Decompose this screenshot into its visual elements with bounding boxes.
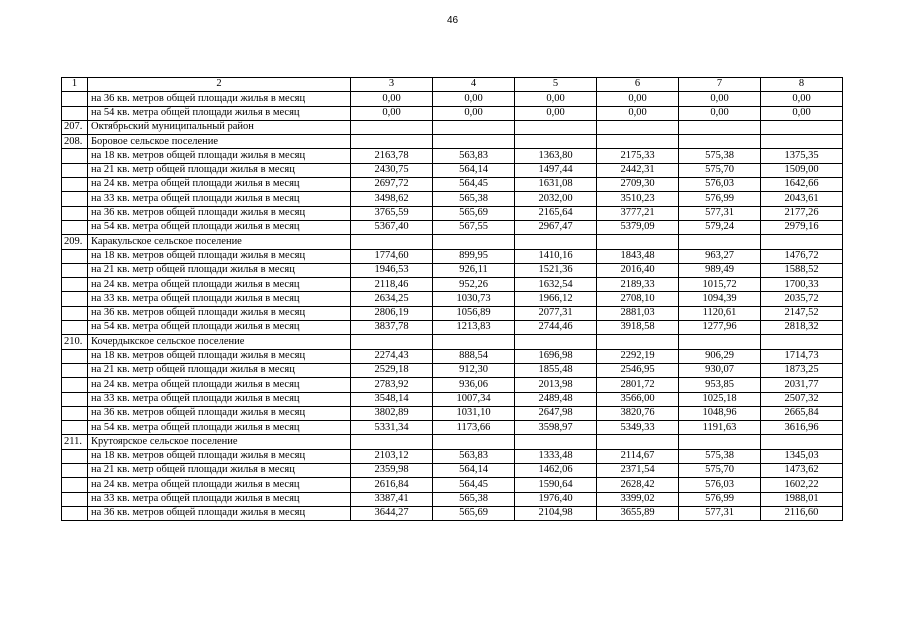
value-cell: 1632,54 [515, 278, 597, 292]
value-cell: 2292,19 [597, 349, 679, 363]
table-row [62, 392, 843, 406]
value-cell: 912,30 [433, 363, 515, 377]
row-number [62, 392, 88, 406]
value-cell: 5379,09 [597, 220, 679, 234]
value-cell: 1333,48 [515, 449, 597, 463]
value-cell: 0,00 [597, 92, 679, 106]
value-cell: 575,38 [679, 149, 761, 163]
value-cell [515, 435, 597, 449]
row-number: 211. [62, 435, 88, 449]
value-cell: 5331,34 [351, 421, 433, 435]
value-cell: 3616,96 [761, 421, 843, 435]
value-cell: 1410,16 [515, 249, 597, 263]
value-cell [433, 135, 515, 149]
row-label: на 21 кв. метр общей площади жилья в месяц [88, 263, 351, 277]
value-cell: 2104,98 [515, 506, 597, 520]
column-header: 6 [597, 78, 679, 92]
row-number: 208. [62, 135, 88, 149]
value-cell: 0,00 [515, 92, 597, 106]
value-cell: 2744,46 [515, 321, 597, 335]
row-number [62, 206, 88, 220]
row-number [62, 492, 88, 506]
value-cell: 2371,54 [597, 464, 679, 478]
row-label: на 18 кв. метров общей площади жилья в месяц [88, 449, 351, 463]
value-cell: 1363,80 [515, 149, 597, 163]
value-cell: 3777,21 [597, 206, 679, 220]
row-label: на 36 кв. метров общей площади жилья в месяц [88, 406, 351, 420]
table-row [62, 263, 843, 277]
value-cell: 2032,00 [515, 192, 597, 206]
column-header: 2 [88, 78, 351, 92]
row-label: на 24 кв. метра общей площади жилья в месяц [88, 278, 351, 292]
value-cell: 576,99 [679, 492, 761, 506]
value-cell [351, 235, 433, 249]
row-label: на 33 кв. метра общей площади жилья в месяц [88, 192, 351, 206]
value-cell: 2708,10 [597, 292, 679, 306]
value-cell: 564,45 [433, 178, 515, 192]
row-label: Каракульское сельское поселение [88, 235, 351, 249]
table-row [62, 492, 843, 506]
table-row [62, 163, 843, 177]
value-cell: 1700,33 [761, 278, 843, 292]
value-cell: 576,99 [679, 192, 761, 206]
row-number [62, 292, 88, 306]
row-number [62, 321, 88, 335]
row-label: на 24 кв. метра общей площади жилья в месяц [88, 178, 351, 192]
table-row [62, 178, 843, 192]
value-cell [351, 135, 433, 149]
value-cell: 1946,53 [351, 263, 433, 277]
row-label: на 18 кв. метров общей площади жилья в месяц [88, 149, 351, 163]
table-row [62, 478, 843, 492]
value-cell [597, 120, 679, 134]
value-cell: 1774,60 [351, 249, 433, 263]
row-number [62, 478, 88, 492]
value-cell: 1007,34 [433, 392, 515, 406]
value-cell: 2647,98 [515, 406, 597, 420]
value-cell [433, 120, 515, 134]
value-cell: 899,95 [433, 249, 515, 263]
value-cell: 5349,33 [597, 421, 679, 435]
row-label: на 18 кв. метров общей площади жилья в месяц [88, 249, 351, 263]
value-cell: 3510,23 [597, 192, 679, 206]
value-cell: 3918,58 [597, 321, 679, 335]
value-cell: 1855,48 [515, 363, 597, 377]
value-cell [679, 435, 761, 449]
value-cell: 1277,96 [679, 321, 761, 335]
table-body [62, 92, 843, 521]
row-label: на 36 кв. метров общей площади жилья в месяц [88, 306, 351, 320]
value-cell: 2801,72 [597, 378, 679, 392]
table-row [62, 421, 843, 435]
value-cell: 576,03 [679, 178, 761, 192]
row-label: на 54 кв. метра общей площади жилья в месяц [88, 421, 351, 435]
value-cell: 2043,61 [761, 192, 843, 206]
row-number [62, 249, 88, 263]
value-cell: 1213,83 [433, 321, 515, 335]
value-cell: 2116,60 [761, 506, 843, 520]
value-cell [515, 335, 597, 349]
value-cell: 575,70 [679, 464, 761, 478]
value-cell: 564,45 [433, 478, 515, 492]
table-row [62, 464, 843, 478]
row-number [62, 178, 88, 192]
value-cell: 3765,59 [351, 206, 433, 220]
table-row [62, 363, 843, 377]
value-cell: 2035,72 [761, 292, 843, 306]
row-label: на 21 кв. метр общей площади жилья в месяц [88, 363, 351, 377]
value-cell [351, 335, 433, 349]
row-number: 207. [62, 120, 88, 134]
column-header: 7 [679, 78, 761, 92]
value-cell: 1843,48 [597, 249, 679, 263]
value-cell: 1056,89 [433, 306, 515, 320]
value-cell: 1030,73 [433, 292, 515, 306]
value-cell: 3399,02 [597, 492, 679, 506]
value-cell [679, 335, 761, 349]
value-cell: 3498,62 [351, 192, 433, 206]
table-header-row [62, 78, 843, 92]
value-cell: 0,00 [351, 106, 433, 120]
table-row [62, 349, 843, 363]
value-cell: 3820,76 [597, 406, 679, 420]
value-cell [761, 235, 843, 249]
value-cell: 2783,92 [351, 378, 433, 392]
value-cell: 2529,18 [351, 363, 433, 377]
value-cell [597, 135, 679, 149]
value-cell: 565,38 [433, 492, 515, 506]
value-cell: 3387,41 [351, 492, 433, 506]
value-cell: 2274,43 [351, 349, 433, 363]
value-cell: 1048,96 [679, 406, 761, 420]
row-number [62, 263, 88, 277]
value-cell: 0,00 [433, 106, 515, 120]
value-cell: 0,00 [433, 92, 515, 106]
value-cell: 2507,32 [761, 392, 843, 406]
value-cell: 1025,18 [679, 392, 761, 406]
table-row [62, 149, 843, 163]
value-cell: 1988,01 [761, 492, 843, 506]
value-cell: 565,38 [433, 192, 515, 206]
value-cell: 2118,46 [351, 278, 433, 292]
value-cell: 1015,72 [679, 278, 761, 292]
value-cell: 2697,72 [351, 178, 433, 192]
row-label: на 33 кв. метра общей площади жилья в месяц [88, 392, 351, 406]
row-number [62, 449, 88, 463]
table-row [62, 278, 843, 292]
row-number [62, 106, 88, 120]
column-header: 8 [761, 78, 843, 92]
table-row [62, 92, 843, 106]
value-cell: 2442,31 [597, 163, 679, 177]
row-label: на 33 кв. метра общей площади жилья в месяц [88, 292, 351, 306]
value-cell: 0,00 [515, 106, 597, 120]
row-label: на 21 кв. метр общей площади жилья в месяц [88, 163, 351, 177]
value-cell: 1173,66 [433, 421, 515, 435]
value-cell: 3802,89 [351, 406, 433, 420]
value-cell: 1473,62 [761, 464, 843, 478]
value-cell: 1476,72 [761, 249, 843, 263]
value-cell [515, 135, 597, 149]
table-row [62, 220, 843, 234]
value-cell: 953,85 [679, 378, 761, 392]
table-row [62, 120, 843, 134]
row-label: на 54 кв. метра общей площади жилья в месяц [88, 321, 351, 335]
value-cell: 0,00 [351, 92, 433, 106]
row-label: Октябрьский муниципальный район [88, 120, 351, 134]
row-number [62, 363, 88, 377]
table-row [62, 321, 843, 335]
value-cell: 2489,48 [515, 392, 597, 406]
value-cell: 1120,61 [679, 306, 761, 320]
row-number [62, 506, 88, 520]
value-cell: 2013,98 [515, 378, 597, 392]
value-cell: 563,83 [433, 149, 515, 163]
column-header: 4 [433, 78, 515, 92]
value-cell: 1191,63 [679, 421, 761, 435]
value-cell: 3598,97 [515, 421, 597, 435]
column-header: 1 [62, 78, 88, 92]
value-cell: 1873,25 [761, 363, 843, 377]
value-cell [679, 235, 761, 249]
value-cell: 0,00 [597, 106, 679, 120]
value-cell: 2979,16 [761, 220, 843, 234]
value-cell [515, 235, 597, 249]
value-cell: 577,31 [679, 206, 761, 220]
row-number [62, 378, 88, 392]
table-row [62, 249, 843, 263]
row-number: 210. [62, 335, 88, 349]
table-row [62, 306, 843, 320]
table-row [62, 235, 843, 249]
row-number [62, 278, 88, 292]
table-row [62, 435, 843, 449]
value-cell [679, 135, 761, 149]
value-cell: 1631,08 [515, 178, 597, 192]
row-number [62, 464, 88, 478]
row-number [62, 421, 88, 435]
value-cell: 1588,52 [761, 263, 843, 277]
value-cell: 2709,30 [597, 178, 679, 192]
row-label: на 18 кв. метров общей площади жилья в месяц [88, 349, 351, 363]
value-cell: 564,14 [433, 464, 515, 478]
table-row [62, 135, 843, 149]
row-label: на 24 кв. метра общей площади жилья в месяц [88, 378, 351, 392]
value-cell: 1345,03 [761, 449, 843, 463]
row-label: Крутоярское сельское поселение [88, 435, 351, 449]
value-cell [351, 120, 433, 134]
value-cell: 1714,73 [761, 349, 843, 363]
value-cell: 1590,64 [515, 478, 597, 492]
value-cell: 1602,22 [761, 478, 843, 492]
row-label: на 24 кв. метра общей площади жилья в месяц [88, 478, 351, 492]
row-label: Боровое сельское поселение [88, 135, 351, 149]
value-cell: 2189,33 [597, 278, 679, 292]
value-cell: 2147,52 [761, 306, 843, 320]
value-cell: 575,70 [679, 163, 761, 177]
value-cell: 2634,25 [351, 292, 433, 306]
value-cell: 1976,40 [515, 492, 597, 506]
table-row [62, 406, 843, 420]
value-cell: 1031,10 [433, 406, 515, 420]
row-number [62, 406, 88, 420]
value-cell: 930,07 [679, 363, 761, 377]
value-cell: 1642,66 [761, 178, 843, 192]
value-cell: 926,11 [433, 263, 515, 277]
value-cell: 565,69 [433, 506, 515, 520]
value-cell [433, 435, 515, 449]
value-cell [597, 335, 679, 349]
value-cell [515, 120, 597, 134]
value-cell: 0,00 [679, 106, 761, 120]
value-cell: 936,06 [433, 378, 515, 392]
value-cell: 567,55 [433, 220, 515, 234]
value-cell: 2175,33 [597, 149, 679, 163]
value-cell: 2165,64 [515, 206, 597, 220]
value-cell: 963,27 [679, 249, 761, 263]
row-label: на 54 кв. метра общей площади жилья в месяц [88, 106, 351, 120]
value-cell [761, 120, 843, 134]
value-cell: 577,31 [679, 506, 761, 520]
value-cell [433, 335, 515, 349]
row-number [62, 92, 88, 106]
value-cell [433, 235, 515, 249]
row-number [62, 220, 88, 234]
value-cell: 565,69 [433, 206, 515, 220]
value-cell [597, 435, 679, 449]
value-cell: 2163,78 [351, 149, 433, 163]
value-cell [597, 235, 679, 249]
table-row [62, 449, 843, 463]
value-cell: 0,00 [679, 92, 761, 106]
table-row [62, 335, 843, 349]
value-cell: 2881,03 [597, 306, 679, 320]
value-cell: 1497,44 [515, 163, 597, 177]
table-row [62, 506, 843, 520]
row-label: на 36 кв. метров общей площади жилья в месяц [88, 92, 351, 106]
value-cell: 5367,40 [351, 220, 433, 234]
row-number: 209. [62, 235, 88, 249]
value-cell: 2546,95 [597, 363, 679, 377]
value-cell: 564,14 [433, 163, 515, 177]
value-cell: 0,00 [761, 92, 843, 106]
row-label: на 36 кв. метров общей площади жилья в месяц [88, 506, 351, 520]
value-cell: 563,83 [433, 449, 515, 463]
row-label: Кочердыкское сельское поселение [88, 335, 351, 349]
row-number [62, 192, 88, 206]
row-label: на 36 кв. метров общей площади жилья в месяц [88, 206, 351, 220]
value-cell: 2077,31 [515, 306, 597, 320]
table-row [62, 378, 843, 392]
value-cell: 1521,36 [515, 263, 597, 277]
table-row [62, 206, 843, 220]
row-number [62, 306, 88, 320]
table-row [62, 106, 843, 120]
value-cell: 1375,35 [761, 149, 843, 163]
tariff-table [61, 77, 843, 521]
row-label: на 54 кв. метра общей площади жилья в месяц [88, 220, 351, 234]
value-cell: 3644,27 [351, 506, 433, 520]
value-cell: 2016,40 [597, 263, 679, 277]
value-cell [761, 335, 843, 349]
value-cell: 2818,32 [761, 321, 843, 335]
row-label: на 33 кв. метра общей площади жилья в месяц [88, 492, 351, 506]
row-label: на 21 кв. метр общей площади жилья в месяц [88, 464, 351, 478]
value-cell: 3566,00 [597, 392, 679, 406]
column-header: 3 [351, 78, 433, 92]
value-cell [761, 435, 843, 449]
table-row [62, 192, 843, 206]
value-cell: 1509,00 [761, 163, 843, 177]
column-header: 5 [515, 78, 597, 92]
value-cell: 579,24 [679, 220, 761, 234]
value-cell: 3655,89 [597, 506, 679, 520]
value-cell: 3837,78 [351, 321, 433, 335]
value-cell: 2114,67 [597, 449, 679, 463]
value-cell: 2177,26 [761, 206, 843, 220]
table-row [62, 292, 843, 306]
value-cell: 2967,47 [515, 220, 597, 234]
value-cell: 575,38 [679, 449, 761, 463]
value-cell: 952,26 [433, 278, 515, 292]
value-cell: 2628,42 [597, 478, 679, 492]
value-cell: 2616,84 [351, 478, 433, 492]
row-number [62, 349, 88, 363]
value-cell: 3548,14 [351, 392, 433, 406]
value-cell: 888,54 [433, 349, 515, 363]
row-number [62, 163, 88, 177]
row-number [62, 149, 88, 163]
value-cell: 0,00 [761, 106, 843, 120]
value-cell [679, 120, 761, 134]
value-cell: 1966,12 [515, 292, 597, 306]
value-cell: 2031,77 [761, 378, 843, 392]
value-cell: 1462,06 [515, 464, 597, 478]
value-cell [761, 135, 843, 149]
value-cell: 2359,98 [351, 464, 433, 478]
value-cell: 576,03 [679, 478, 761, 492]
value-cell: 989,49 [679, 263, 761, 277]
value-cell: 2806,19 [351, 306, 433, 320]
value-cell: 906,29 [679, 349, 761, 363]
value-cell [351, 435, 433, 449]
value-cell: 1094,39 [679, 292, 761, 306]
value-cell: 2103,12 [351, 449, 433, 463]
value-cell: 1696,98 [515, 349, 597, 363]
value-cell: 2665,84 [761, 406, 843, 420]
page-number: 46 [446, 15, 459, 26]
value-cell: 2430,75 [351, 163, 433, 177]
